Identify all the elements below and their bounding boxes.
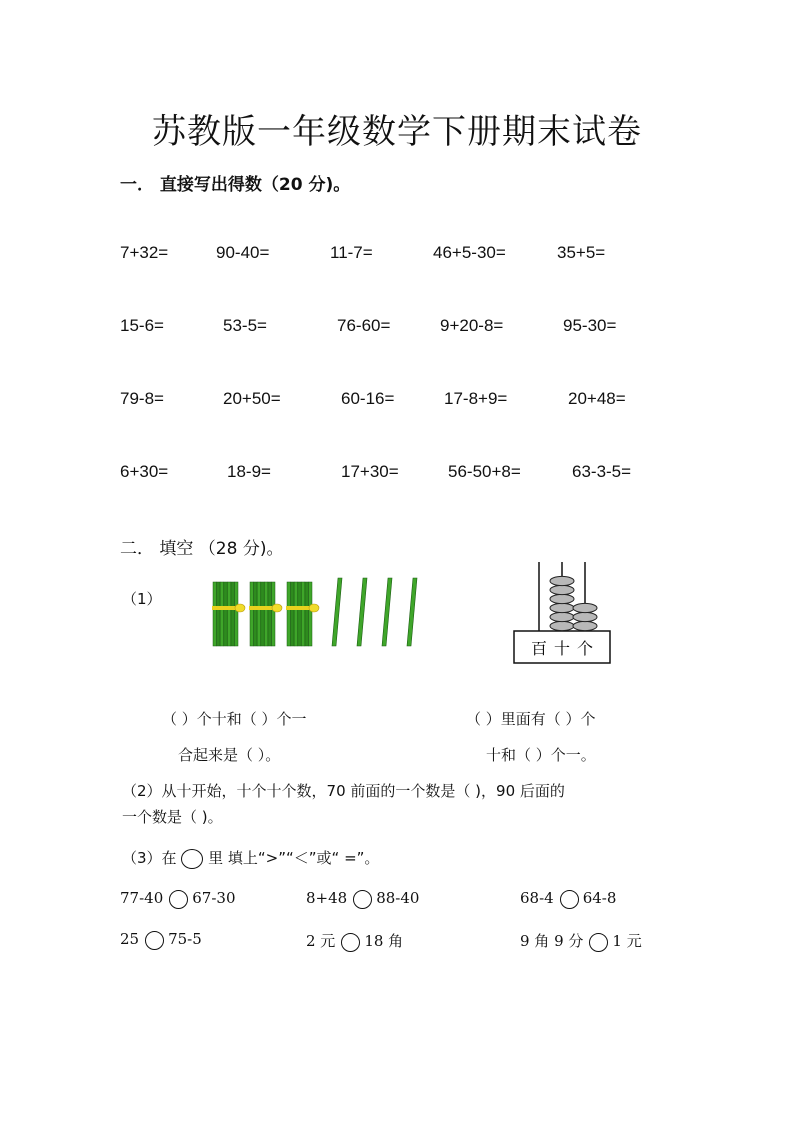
- question-1-label: （1）: [122, 590, 162, 608]
- stick-in-bundle: [257, 582, 260, 646]
- stick-in-bundle: [272, 582, 275, 646]
- stick-in-bundle: [301, 582, 304, 646]
- arithmetic-problem: 63-3-5=: [572, 462, 632, 481]
- abacus-bead: [573, 603, 597, 612]
- abacus-label-ones: 个: [576, 639, 594, 658]
- stick-in-bundle: [250, 582, 253, 646]
- comparison-item: [520, 889, 616, 909]
- stick-in-bundle: [254, 582, 257, 646]
- stick-in-bundle: [235, 582, 238, 646]
- comparison-item: [306, 889, 419, 909]
- q1-right-line1: （ ）里面有（ ）个: [466, 710, 596, 728]
- section-1-heading: 一． 直接写出得数（20 分)。: [120, 175, 351, 195]
- abacus-bead: [550, 603, 574, 612]
- q1-right-line2: 十和（ ）个一。: [486, 746, 596, 764]
- circle-icon[interactable]: [145, 931, 164, 950]
- stick-in-bundle: [305, 582, 308, 646]
- arithmetic-problem: 46+5-30=: [433, 243, 506, 262]
- abacus-bead: [550, 612, 574, 621]
- stick-in-bundle: [261, 582, 264, 646]
- q1-left-line2: 合起来是（ ）。: [178, 746, 281, 764]
- comparison-left: 77-40: [120, 889, 164, 907]
- arithmetic-problem: 11-7=: [330, 243, 373, 262]
- comparison-item: [120, 930, 202, 950]
- single-stick: [407, 578, 417, 646]
- circle-icon[interactable]: [589, 933, 608, 952]
- circle-icon: [181, 849, 203, 869]
- bundle-bow: [272, 604, 282, 612]
- arithmetic-problem: 60-16=: [341, 389, 395, 408]
- stick-in-bundle: [213, 582, 216, 646]
- comparison-right: 18 角: [364, 932, 404, 950]
- comparison-left: 9 角 9 分: [520, 932, 584, 950]
- comparison-right: 1 元: [612, 932, 642, 950]
- abacus-label-hundreds: 百: [530, 639, 548, 658]
- arithmetic-problem: 53-5=: [223, 316, 267, 335]
- abacus-bead: [573, 621, 597, 630]
- arithmetic-problem: 35+5=: [557, 243, 606, 262]
- sticks-illustration: [205, 570, 425, 650]
- comparison-item: [520, 930, 642, 952]
- arithmetic-problem: 20+50=: [223, 389, 281, 408]
- stick-in-bundle: [294, 582, 297, 646]
- comparison-right: 88-40: [376, 889, 420, 907]
- q2-line1: （2）从十开始，十个十个数，70 前面的一个数是（ )，90 后面的: [122, 782, 565, 800]
- comparison-item: [306, 930, 403, 952]
- circle-icon[interactable]: [560, 890, 579, 909]
- abacus-bead: [550, 594, 574, 603]
- comparison-item: [120, 889, 236, 909]
- abacus-bead: [573, 612, 597, 621]
- circle-icon[interactable]: [353, 890, 372, 909]
- arithmetic-problem: 6+30=: [120, 462, 169, 481]
- comparison-right: 75-5: [168, 930, 202, 948]
- q3-instruction: [122, 847, 379, 869]
- abacus-label-tens: 十: [553, 639, 571, 658]
- arithmetic-problem: 95-30=: [563, 316, 617, 335]
- q2-line2: 一个数是（ )。: [122, 808, 223, 826]
- circle-icon[interactable]: [341, 933, 360, 952]
- arithmetic-problem: 20+48=: [568, 389, 626, 408]
- abacus-bead: [550, 576, 574, 585]
- arithmetic-problem: 17+30=: [341, 462, 399, 481]
- stick-in-bundle: [231, 582, 234, 646]
- arithmetic-problem: 56-50+8=: [448, 462, 521, 481]
- arithmetic-problem: 9+20-8=: [440, 316, 504, 335]
- q1-left-line1: （ ）个十和（ ）个一: [162, 710, 307, 728]
- stick-in-bundle: [224, 582, 227, 646]
- comparison-right: 64-8: [582, 889, 617, 907]
- circle-icon[interactable]: [169, 890, 188, 909]
- stick-in-bundle: [309, 582, 312, 646]
- arithmetic-problem: 15-6=: [120, 316, 164, 335]
- single-stick: [357, 578, 367, 646]
- stick-in-bundle: [291, 582, 294, 646]
- comparison-left: 25: [120, 930, 140, 948]
- abacus-illustration: [505, 558, 625, 668]
- arithmetic-problem: 76-60=: [337, 316, 391, 335]
- arithmetic-problem: 18-9=: [227, 462, 271, 481]
- comparison-right: 67-30: [192, 889, 236, 907]
- comparison-left: 8+48: [306, 889, 348, 907]
- comparison-left: 2 元: [306, 932, 336, 950]
- stick-in-bundle: [217, 582, 220, 646]
- arithmetic-problem: 17-8+9=: [444, 389, 508, 408]
- arithmetic-problem: 7+32=: [120, 243, 169, 262]
- stick-in-bundle: [264, 582, 267, 646]
- comparison-left: 68-4: [520, 889, 554, 907]
- arithmetic-problem: 90-40=: [216, 243, 270, 262]
- stick-in-bundle: [287, 582, 290, 646]
- stick-in-bundle: [227, 582, 230, 646]
- page-title: 苏教版一年级数学下册期末试卷: [152, 112, 642, 152]
- abacus-bead: [550, 585, 574, 594]
- bundle-bow: [235, 604, 245, 612]
- arithmetic-problem: 79-8=: [120, 389, 164, 408]
- q3-prefix: （3）在: [122, 849, 177, 867]
- section-2-heading: 二． 填空 （28 分)。: [120, 539, 284, 559]
- stick-in-bundle: [220, 582, 223, 646]
- abacus-bead: [550, 621, 574, 630]
- q3-suffix: 里 填上“>”“＜”或“ =”。: [208, 849, 380, 867]
- stick-in-bundle: [268, 582, 271, 646]
- single-stick: [382, 578, 392, 646]
- stick-in-bundle: [298, 582, 301, 646]
- single-stick: [332, 578, 342, 646]
- bundle-bow: [309, 604, 319, 612]
